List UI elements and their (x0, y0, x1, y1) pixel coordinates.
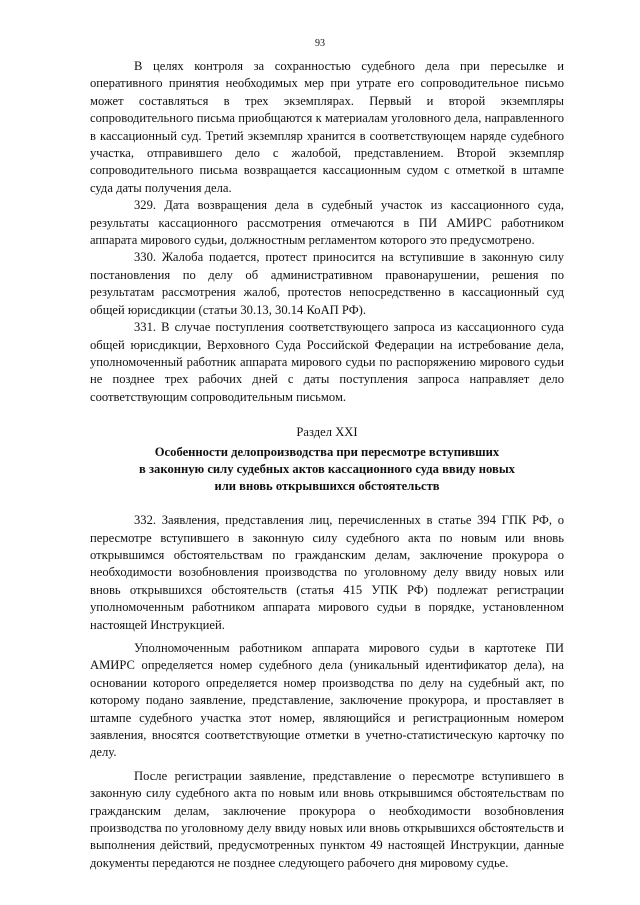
paragraph-transfer-to-judge: После регистрации заявление, представление о пересмотре вступившего в законную силу судебного акта по новым или вновь открывшимся обстоятельствам по гражданским делам, заключение прокурора о необходимости возобновления производства по уголовному делу ввиду новых или вновь открывшихся обстоятельств и выполнения действий, предусмотренных пунктом 49 настоящей Инструкции, данные документы передаются не позднее следующего рабочего дня мировому судье. (90, 768, 564, 870)
paragraph-332: 332. Заявления, представления лиц, перечисленных в статье 394 ГПК РФ, о пересмотре вступившего в законную силу судебного акта по новым или вновь открывшимся обстоятельствам по гражданским делам, заключение прокурора о необходимости возобновления производства по уголовному делу ввиду новых или вновь открывшихся обстоятельств (статья 415 УПК РФ) подлежат регистрации уполномоченным работником аппарата мирового судьи в порядке, установленном настоящей Инструкцией. (90, 513, 564, 632)
section-label: Раздел XXI (296, 425, 358, 440)
section-heading-line: или вновь открывшихся обстоятельств (214, 478, 440, 493)
paragraph-copies-of-cover-letter: В целях контроля за сохранностью судебного дела при пересылке и оперативного принятия необходимых мер при утрате его сопроводительное письмо может составляться в трех экземплярах. Первый и второй экземпляры сопроводительного письма приобщаются к материалам уголовного дела, направленного в кассационный суд. Третий экземпляр хранится в соответствующем наряде судебного участка, отправившего дело с жалобой, представлением. Второй экземпляр сопроводительного письма возвращается кассационным судом с отметкой в штампе суда даты получения дела. (90, 59, 564, 195)
section-heading-line: Особенности делопроизводства при пересмотре вступивших (154, 444, 500, 459)
section-heading (90, 444, 564, 496)
section-spacing (90, 495, 564, 512)
section-heading-line: в законную силу судебных актов кассационного суда ввиду новых (139, 461, 515, 476)
paragraph-case-number-registration: Уполномоченным работником аппарата мирового судьи в картотеке ПИ АМИРС определяется номер судебного дела (уникальный идентификатор дела), на основании которого определяется номер производства по делу на судебный акт, по которому подано заявление, представление, заключение прокурора, и проставляет в штампе судебного участка этот номер, являющийся и регистрационным номером заявления, вносятся соответствующие отметки в учетно-статистическую карточку по делу. (90, 640, 564, 760)
paragraph-329: 329. Дата возвращения дела в судебный участок из кассационного суда, результаты кассационного рассмотрения отмечаются в ПИ АМИРС работником аппарата мирового судьи, должностным регламентом которого это предусмотрено. (90, 198, 564, 248)
page-body (90, 58, 564, 872)
paragraph-330: 330. Жалоба подается, протест приносится на вступившие в законную силу постановления по делу об административном правонарушении, решения по результатам рассмотрения жалоб, протестов непосредственно в кассационный суд общей юрисдикции (статьи 30.13, 30.14 КоАП РФ). (90, 250, 564, 317)
page-number: 93 (315, 38, 325, 49)
paragraph-331: 331. В случае поступления соответствующего запроса из кассационного суда общей юрисдикции, Верховного Суда Российской Федерации на истребование дела, уполномоченный работник аппарата мирового судьи по распоряжению мирового судьи не позднее трех рабочих дней с даты поступления запроса направляет дело соответствующим сопроводительным письмом. (90, 320, 564, 404)
